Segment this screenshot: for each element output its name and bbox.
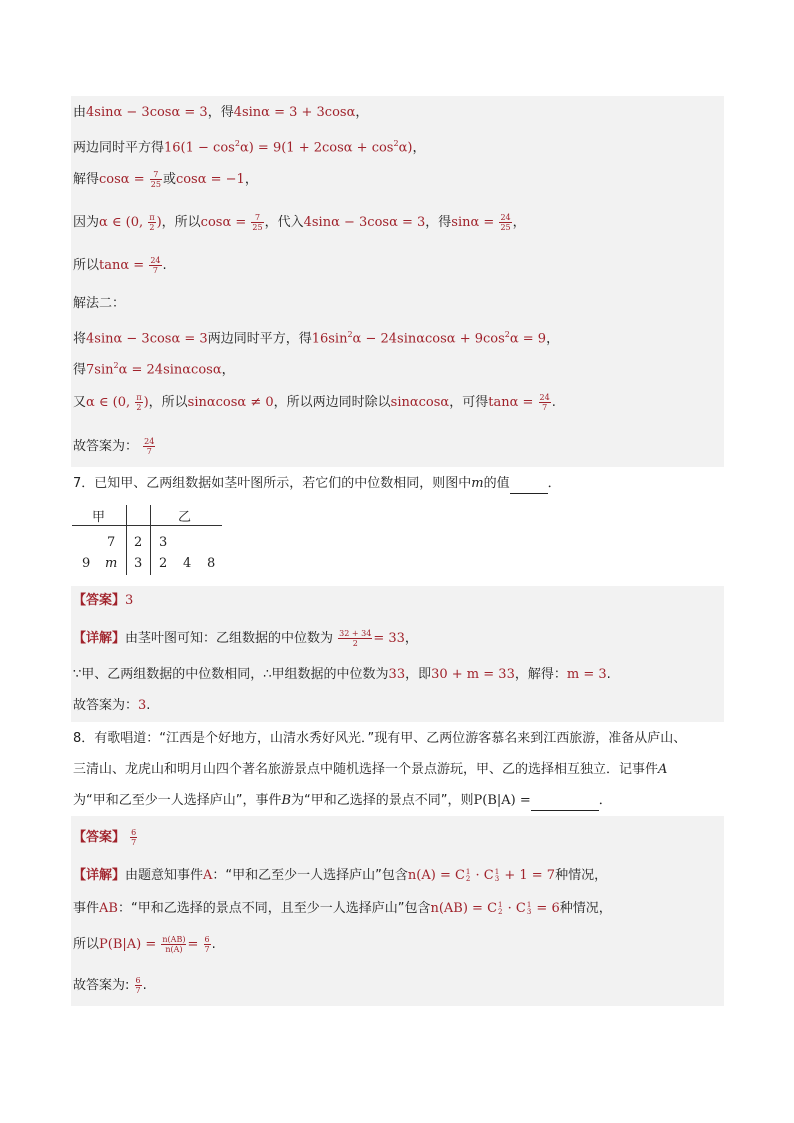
fraction: $\frac{7}{25}$ — [252, 213, 263, 232]
q6-line-9: 又α ∈ (0, $\frac{\pi}{2}$ )，所以sinαcosα ≠ 0，所以两边同时除以sinαcosα，可得tanα = $\frac{24}{7}$ . — [73, 393, 556, 412]
fraction: $\frac{24}{25}$ — [500, 213, 511, 232]
q6-line-4: 因为α ∈ (0, $\frac{\pi}{2}$ )，所以cosα = $\frac{7}{25}$ ，代入4sinα − 3cosα = 3，得sinα = $\frac{24}{25}$ ， — [73, 213, 526, 232]
q6-line-1: 由4sinα − 3cosα = 3，得4sinα = 3 + 3cosα， — [73, 105, 369, 120]
fraction: $\frac{7}{25}$ — [150, 170, 161, 189]
q8-detail-3: 所以P(B|A) = $\frac{n(AB)}{n(A)}$ = $\frac{6}{7}$ . — [73, 935, 216, 954]
fraction: $\frac{6}{7}$ — [135, 976, 141, 995]
fraction: $\frac{\pi}{2}$ — [136, 393, 142, 412]
answer-blank — [531, 792, 599, 811]
q7-detail-3: 故答案为：3. — [73, 698, 151, 713]
q8-answer: 【答案】 $\frac{6}{7}$ — [73, 828, 137, 847]
fraction: $\frac{32 + 34}{2}$ — [339, 629, 372, 648]
left-header: 甲 — [92, 510, 106, 525]
q6-line-3: 解得cosα = $\frac{7}{25}$ 或cosα = −1， — [73, 170, 258, 189]
q8-question-2: 三清山、龙虎山和明月山四个著名旅游景点中随机选择一个景点游玩，甲、乙的选择相互独立．记事件A — [73, 762, 668, 777]
fraction: $\frac{24}{7}$ — [144, 437, 155, 456]
fraction: $\frac{24}{7}$ — [150, 256, 161, 275]
right-leaf: 8 — [207, 556, 216, 571]
fraction: $\frac{\pi}{2}$ — [149, 213, 155, 232]
answer-panel-q7 — [71, 586, 724, 722]
fraction: $\frac{24}{7}$ — [539, 393, 550, 412]
q6-line-7: 将4sinα − 3cosα = 3两边同时平方，得$16\sin^2\alpha - 24\sin\alpha\cos\alpha + 9\cos^2\alpha = 9$， — [73, 330, 560, 347]
stem-value: 2 — [134, 535, 143, 550]
q7-question: 7．已知甲、乙两组数据如茎叶图所示，若它们的中位数相同，则图中m的值 ． — [73, 475, 561, 494]
answer-blank — [510, 475, 548, 494]
left-leaf: 9 — [82, 556, 91, 571]
stem-value: 3 — [134, 556, 143, 571]
right-leaf: 4 — [183, 556, 192, 571]
q8-question-3: 为“甲和乙至少一人选择庐山”，事件B为“甲和乙选择的景点不同”，则P(B|A) = ． — [73, 792, 612, 811]
right-header: 乙 — [178, 510, 192, 525]
q7-detail-1: 【详解】由茎叶图可知：乙组数据的中位数为 $\frac{32 + 34}{2}$ = 33， — [73, 629, 418, 648]
fraction: $\frac{n(AB)}{n(A)}$ — [162, 935, 186, 954]
q6-line-2: 两边同时平方得$16(1 - \cos^2\alpha) = 9(1 + 2\cos\alpha + \cos^2\alpha)$， — [73, 139, 426, 156]
q6-line-6: 解法二： — [73, 296, 126, 311]
q8-detail-4: 故答案为: $\frac{6}{7}$ . — [73, 976, 147, 995]
q8-question-1: 8．有歌唱道：“江西是个好地方，山清水秀好风光．”现有甲、乙两位游客慕名来到江西旅游，准备从庐山、 — [73, 731, 687, 746]
q7-detail-2: ∵甲、乙两组数据的中位数相同，∴甲组数据的中位数为33，即30 + m = 33，解得：m = 3. — [73, 667, 611, 682]
stem-leaf-plot — [72, 505, 242, 575]
q6-line-8: 得$7\sin^2\alpha = 24\sin\alpha\cos\alpha$， — [73, 361, 235, 378]
q7-answer: 【答案】3 — [73, 593, 134, 608]
q8-detail-2: 事件AB：“甲和乙选择的景点不同，且至少一人选择庐山”包含n(AB) = C 1 2 · C 1 3 = 6种情况， — [73, 900, 612, 916]
q8-detail-1: 【详解】由题意知事件A：“甲和乙至少一人选择庐山”包含n(A) = C 1 2 · C 1 3 + 1 = 7种情况， — [73, 867, 608, 883]
right-leaf: 2 — [159, 556, 168, 571]
left-leaf: 7 — [107, 535, 116, 550]
q6-line-10: 故答案为： $\frac{24}{7}$ — [73, 437, 155, 456]
q6-line-5: 所以tanα = $\frac{24}{7}$ . — [73, 256, 167, 275]
right-leaf: 3 — [159, 535, 168, 550]
fraction: $\frac{6}{7}$ — [204, 935, 210, 954]
left-leaf: m — [105, 556, 118, 571]
fraction: $\frac{6}{7}$ — [131, 828, 137, 847]
